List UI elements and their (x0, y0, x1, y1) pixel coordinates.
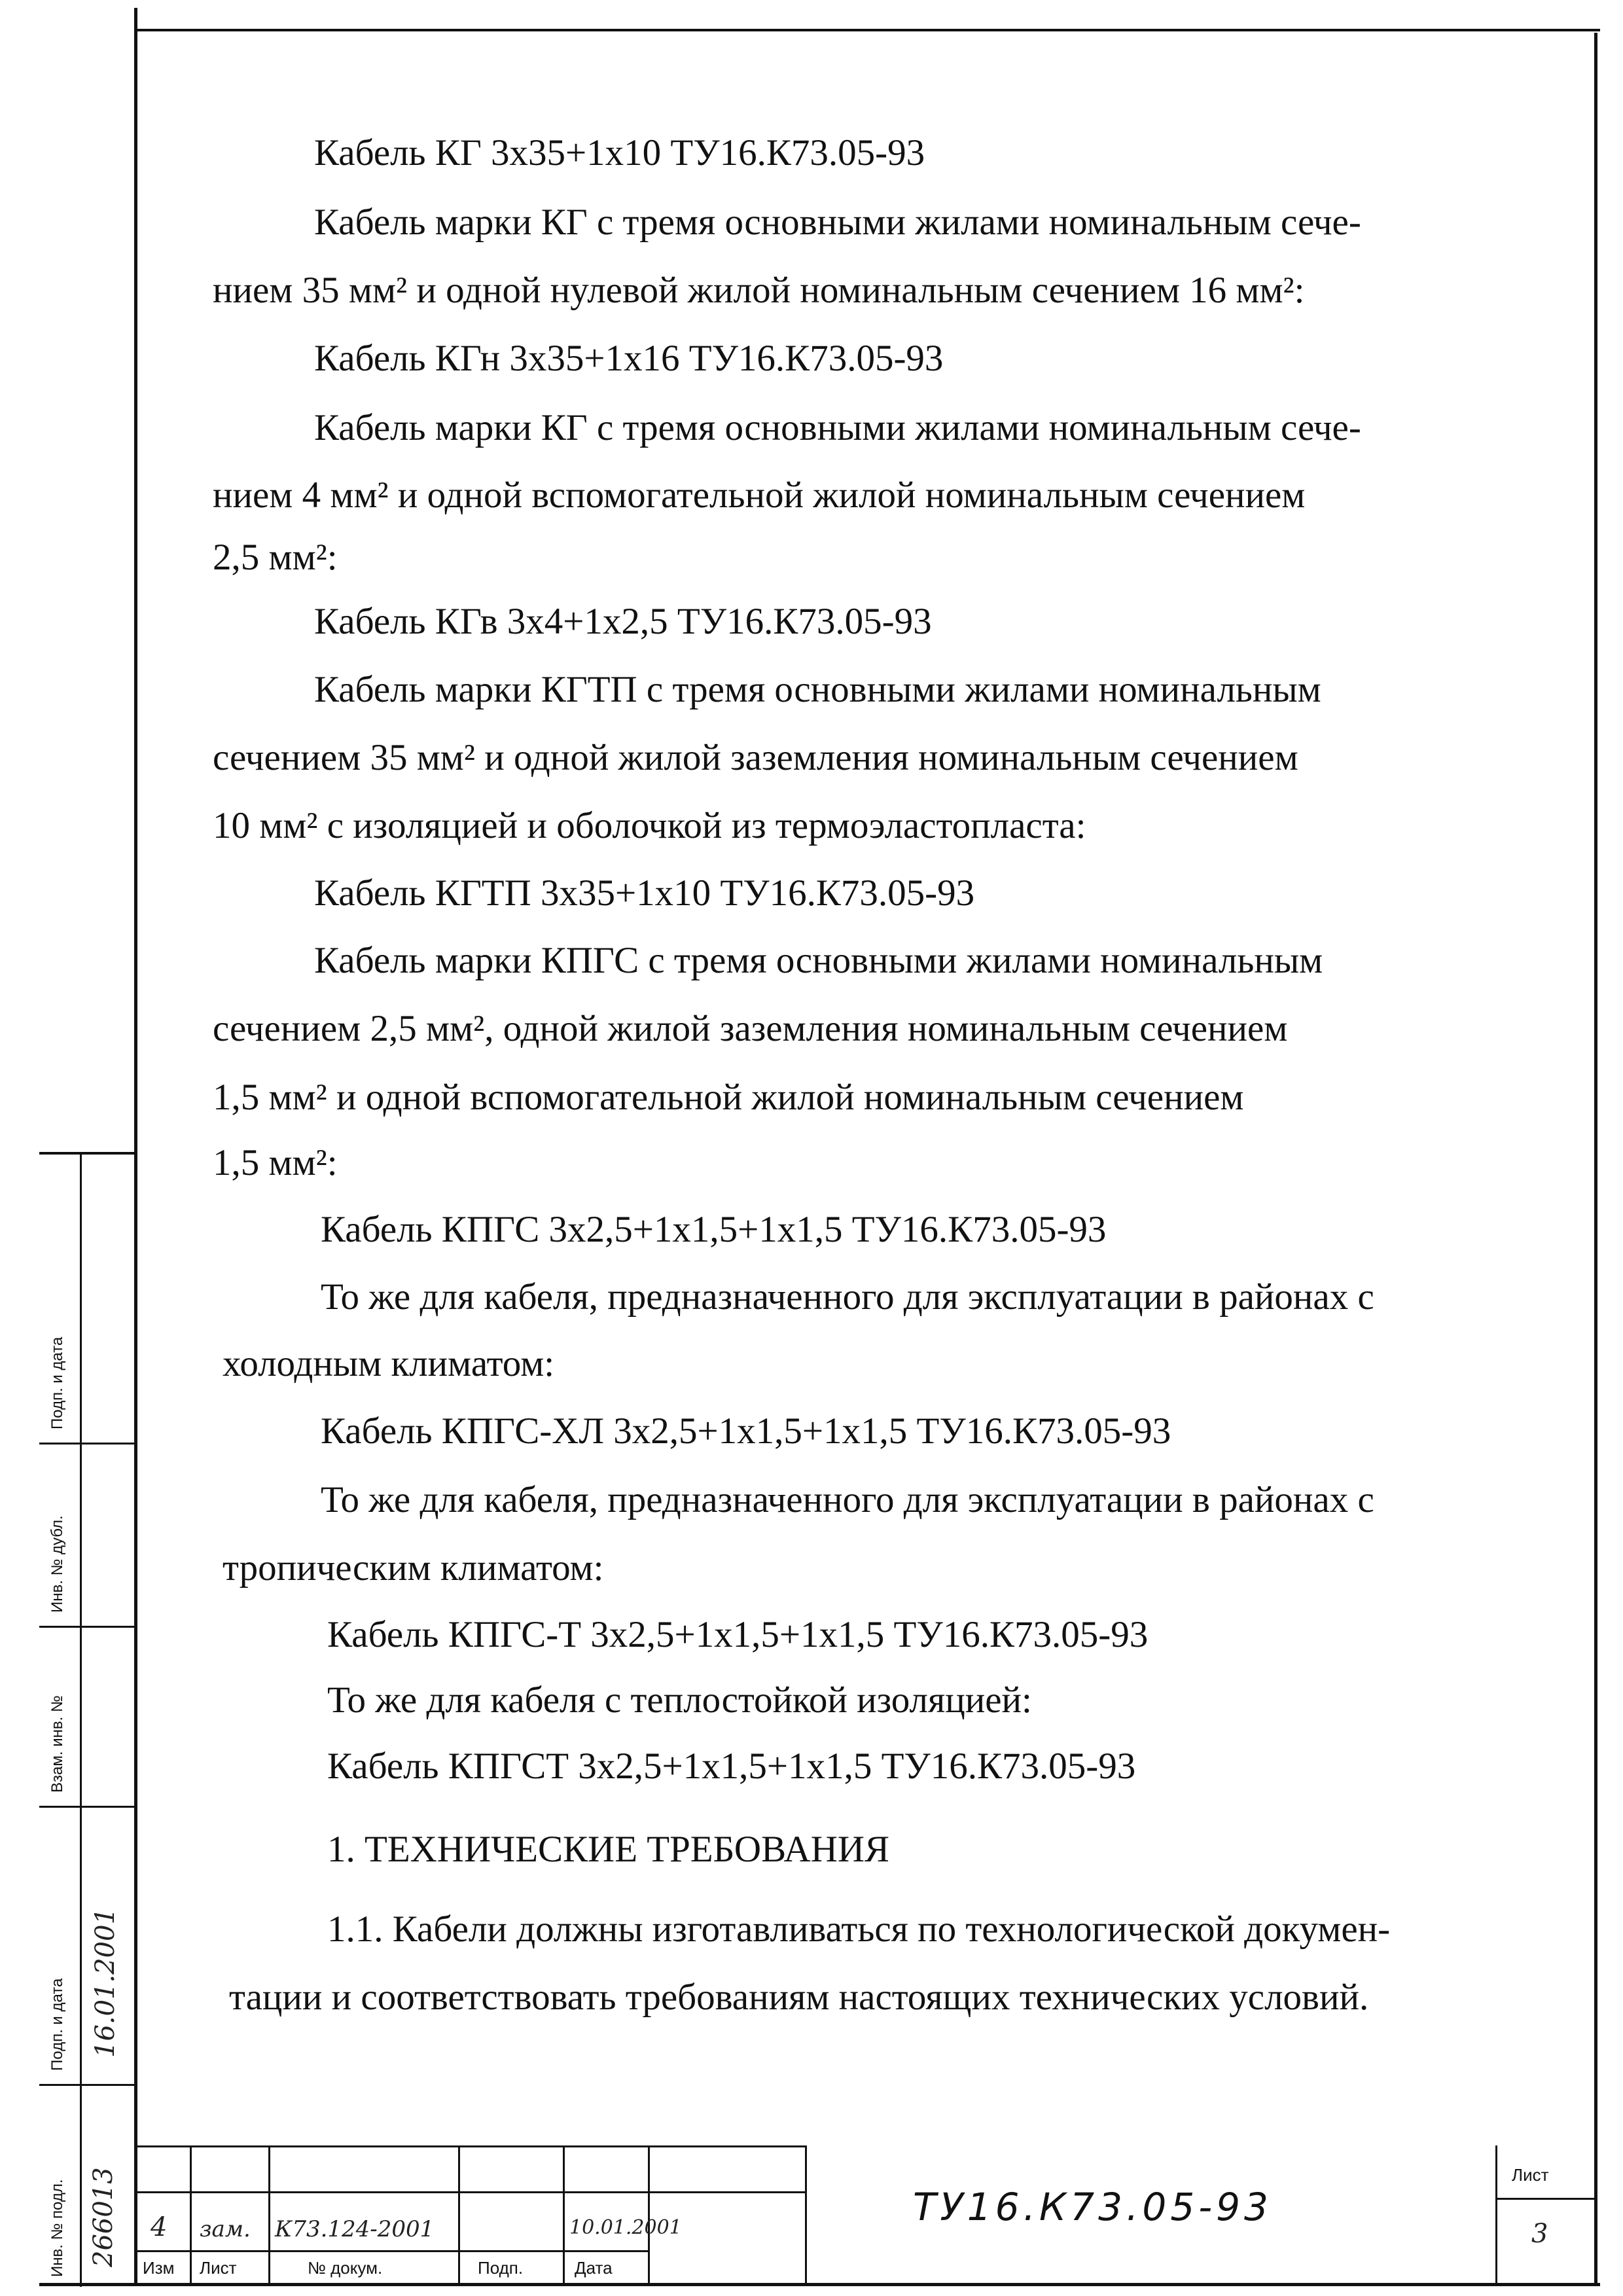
side-label-inv-dubl: Инв. № дубл. (48, 1515, 66, 1613)
text-line: сечением 35 мм² и одной жилой заземления номинальным сечением (213, 737, 1298, 778)
title-block-lower-line (137, 2250, 648, 2252)
sheet-cell-divider (1495, 2198, 1594, 2200)
header-izm: Изм (143, 2258, 175, 2278)
frame-left-line (134, 8, 137, 2286)
side-row-divider (39, 1626, 134, 1628)
text-line: Кабель марки КПГС с тремя основными жилами номинальным (314, 940, 1323, 981)
text-line: 10 мм² с изоляцией и оболочкой из термоэластопласта: (213, 805, 1086, 846)
text-line: Кабель КПГСТ 3х2,5+1х1,5+1х1,5 ТУ16.К73.05-93 (327, 1746, 1136, 1787)
text-line: тации и соответствовать требованиям настоящих технических условий. (229, 1977, 1369, 2018)
side-label-vzam-inv: Взам. инв. № (48, 1695, 66, 1793)
frame-right-line (1594, 33, 1597, 2284)
text-line: 1,5 мм²: (213, 1142, 338, 1183)
section-heading: 1. ТЕХНИЧЕСКИЕ ТРЕБОВАНИЯ (327, 1829, 890, 1870)
title-block-col-line (458, 2145, 460, 2283)
text-line: 1,5 мм² и одной вспомогательной жилой номинальным сечением (213, 1077, 1244, 1118)
header-doc-number: № докум. (308, 2258, 383, 2278)
title-block-col-line (1495, 2145, 1497, 2283)
side-label-inv-podl: Инв. № подл. (48, 2179, 66, 2277)
side-stamp-block (39, 1152, 134, 2287)
text-line: Кабель КГв 3х4+1х2,5 ТУ16.К73.05-93 (314, 601, 932, 642)
text-line: Кабель КПГС 3х2,5+1х1,5+1х1,5 ТУ16.К73.05-93 (321, 1209, 1107, 1250)
title-block-col-line (190, 2145, 192, 2283)
text-line: Кабель марки КГТП с тремя основными жилами номинальным (314, 669, 1321, 710)
handwritten-date: 16.01.2001 (90, 1907, 120, 2058)
text-line: То же для кабеля с теплостойкой изоляцией: (327, 1679, 1032, 1721)
text-line: Кабель КГТП 3х35+1х10 ТУ16.К73.05-93 (314, 872, 975, 914)
text-line: нием 35 мм² и одной нулевой жилой номинальным сечением 16 мм²: (213, 270, 1305, 311)
text-line: Кабель марки КГ с тремя основными жилами номинальным сече- (314, 202, 1361, 243)
header-list: Лист (200, 2258, 237, 2278)
text-line: Кабель марки КГ с тремя основными жилами номинальным сече- (314, 407, 1361, 448)
text-line: Кабель КПГС-Т 3х2,5+1х1,5+1х1,5 ТУ16.К73.05-93 (327, 1614, 1149, 1655)
handwritten-doc-number: К73.124-2001 (275, 2216, 435, 2242)
title-block (137, 2145, 1594, 2283)
text-line: Кабель КГ 3х35+1х10 ТУ16.К73.05-93 (314, 132, 925, 173)
title-block-col-line (805, 2145, 807, 2283)
text-line: Кабель КГн 3х35+1х16 ТУ16.К73.05-93 (314, 338, 944, 379)
text-line: 1.1. Кабели должны изготавливаться по технологической докумен- (327, 1909, 1391, 1950)
handwritten-date-field: 10.01.2001 (569, 2216, 682, 2239)
text-line: нием 4 мм² и одной вспомогательной жилой номинальным сечением (213, 475, 1306, 516)
text-line: холодным климатом: (223, 1343, 555, 1384)
side-row-divider (39, 1443, 134, 1444)
side-row-divider (39, 1806, 134, 1808)
side-column-divider (80, 1155, 82, 2287)
handwritten-list: зам. (200, 2216, 251, 2242)
header-podp: Подп. (478, 2258, 524, 2278)
sheet-number: 3 (1531, 2219, 1548, 2249)
title-block-col-line (563, 2145, 565, 2283)
document-code: ТУ16.К73.05-93 (913, 2185, 1272, 2229)
handwritten-inv-number: 266013 (88, 2167, 118, 2267)
text-line: сечением 2,5 мм², одной жилой заземления номинальным сечением (213, 1008, 1288, 1049)
title-block-top-line (137, 2145, 805, 2147)
header-date: Дата (575, 2258, 613, 2278)
text-line: Кабель КПГС-ХЛ 3х2,5+1х1,5+1х1,5 ТУ16.К73.05-93 (321, 1410, 1171, 1452)
side-label-podp-data-2: Подп. и дата (48, 1336, 66, 1429)
title-block-mid-line (137, 2191, 805, 2193)
text-line: То же для кабеля, предназначенного для эксплуатации в районах с (321, 1276, 1374, 1318)
frame-top-line (134, 29, 1600, 31)
handwritten-izm: 4 (151, 2212, 168, 2242)
side-label-podp-data: Подп. и дата (48, 1978, 66, 2071)
side-row-divider (39, 2084, 134, 2086)
sheet-label: Лист (1512, 2165, 1549, 2185)
title-block-col-line (648, 2145, 650, 2283)
text-line: 2,5 мм²: (213, 537, 338, 578)
text-line: тропическим климатом: (223, 1547, 604, 1588)
frame-bottom-line (39, 2283, 1600, 2286)
text-line: То же для кабеля, предназначенного для эксплуатации в районах с (321, 1479, 1374, 1520)
title-block-col-line (268, 2145, 270, 2283)
